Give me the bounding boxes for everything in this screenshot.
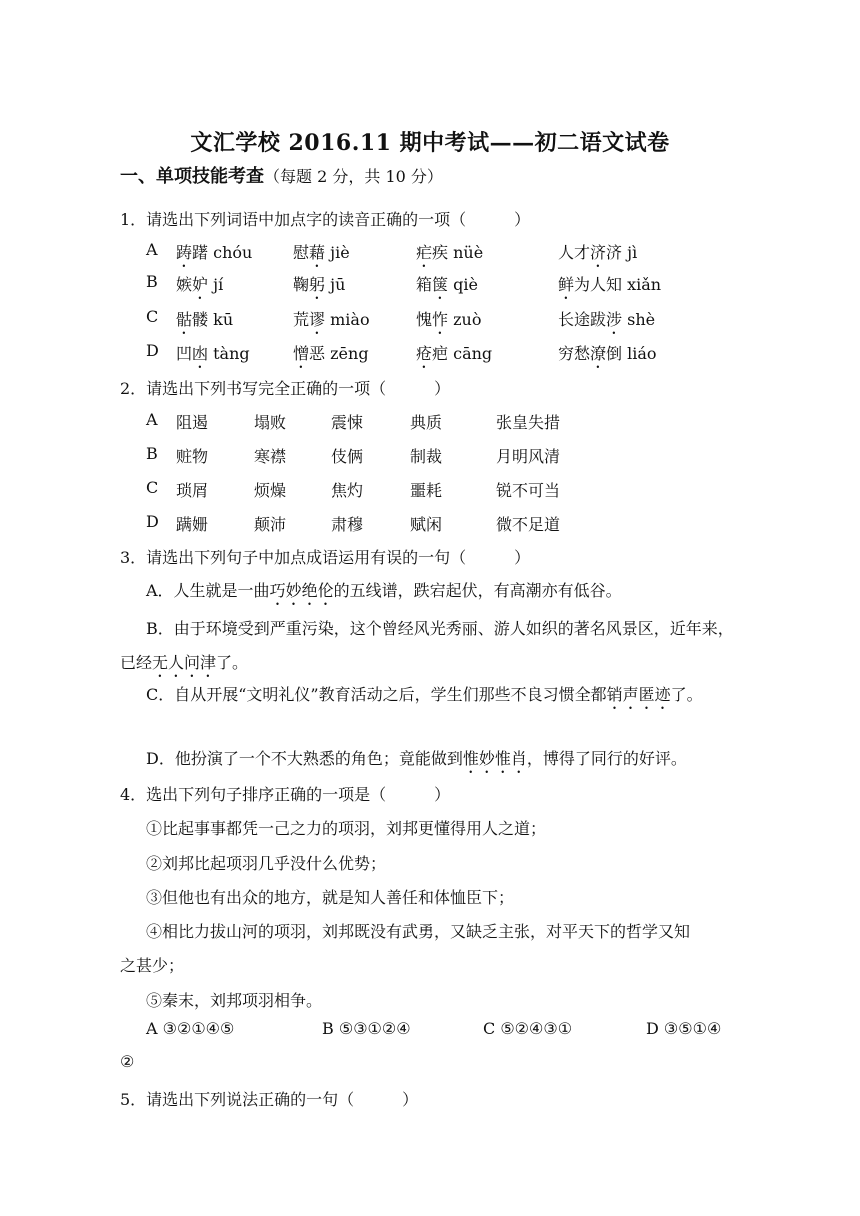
emphasized-character: 躬 — [309, 275, 326, 294]
pinyin: zuò — [453, 310, 482, 329]
question-4-option-c: C ⑤②④③① — [483, 1019, 573, 1038]
word-text: 髅 — [192, 310, 209, 329]
q2-word: 震悚 — [331, 413, 364, 432]
emphasized-character: 箧 — [432, 275, 449, 294]
word-text: 躇 — [192, 243, 209, 262]
question-1-stem: 1．请选出下列词语中加点字的读音正确的一项（ ） — [120, 210, 531, 229]
q1-word-item — [176, 341, 250, 372]
section-heading — [120, 162, 443, 188]
emphasized-character: 妒 — [192, 275, 209, 294]
q1-word-item — [558, 240, 637, 271]
q3-d-idiom: 惟妙惟肖 — [462, 749, 527, 768]
q2-option-letter: D — [146, 512, 159, 531]
question-3-option-b — [120, 612, 740, 681]
word-text: 愧 — [416, 310, 433, 329]
pinyin: zēng — [330, 344, 369, 363]
q3-c-idiom: 销声匿迹 — [606, 685, 671, 704]
word-text: 人才 — [558, 243, 591, 262]
emphasized-character: 怍 — [432, 310, 449, 329]
pinyin: jí — [213, 275, 224, 294]
q2-word: 寒襟 — [254, 447, 287, 466]
q3-d-pre: D．他扮演了一个不大熟悉的角色；竟能做到 — [146, 749, 463, 768]
q2-word: 噩耗 — [410, 481, 443, 500]
pinyin: qiè — [453, 275, 478, 294]
question-4-stem: 4．选出下列句子排序正确的一项是（ ） — [120, 785, 451, 804]
section-heading-note: （每题 2 分，共 10 分） — [264, 167, 443, 186]
q2-word: 赋闲 — [410, 515, 443, 534]
q2-word: 肃穆 — [331, 515, 364, 534]
question-4-sentence-4-cont: 之甚少； — [120, 956, 185, 975]
q2-option-letter: B — [146, 444, 158, 463]
q1-option-letter: D — [146, 341, 159, 360]
q2-word: 阻遏 — [176, 413, 209, 432]
pinyin: jū — [330, 275, 346, 294]
q2-word: 制裁 — [410, 447, 443, 466]
q2-word: 琐屑 — [176, 481, 209, 500]
q1-option-letter: C — [146, 307, 159, 326]
q2-word: 蹒姗 — [176, 515, 209, 534]
word-text: 疾 — [432, 243, 449, 262]
question-5-stem: 5．请选出下列说法正确的一句（ ） — [120, 1090, 419, 1109]
q1-option-letter: B — [146, 272, 158, 291]
question-2-stem: 2．请选出下列书写完全正确的一项（ ） — [120, 379, 451, 398]
pinyin: xiǎn — [627, 275, 662, 294]
pinyin: kū — [213, 310, 234, 329]
emphasized-character: 憎 — [293, 344, 310, 363]
word-text: 嫉 — [176, 275, 193, 294]
q1-word-item — [416, 272, 478, 303]
pinyin: liáo — [627, 344, 657, 363]
q1-word-item — [558, 272, 661, 303]
pinyin: jì — [627, 243, 638, 262]
emphasized-character: 涉 — [606, 310, 623, 329]
pinyin: shè — [627, 310, 656, 329]
word-text: 济 — [606, 243, 623, 262]
emphasized-character: 藉 — [309, 243, 326, 262]
emphasized-character: 踌 — [176, 243, 193, 262]
question-4-option-a: A ③②①④⑤ — [146, 1019, 235, 1038]
section-heading-text: 一、单项技能考查 — [120, 166, 264, 187]
word-text: 鞠 — [293, 275, 310, 294]
q2-word: 典质 — [410, 413, 443, 432]
q1-word-item — [416, 240, 483, 271]
page-title: 文汇学校 2016.11 期中考试——初二语文试卷 — [190, 130, 670, 156]
question-4-sentence-2: ②刘邦比起项羽几乎没什么优势； — [146, 854, 387, 873]
question-3-option-d — [146, 746, 687, 777]
q2-word: 焦灼 — [331, 481, 364, 500]
q1-word-item — [293, 240, 350, 271]
emphasized-character: 凼 — [192, 344, 209, 363]
q1-word-item — [293, 307, 370, 338]
q2-word: 烦燥 — [254, 481, 287, 500]
q3-a-idiom: 巧妙绝伦 — [269, 581, 334, 600]
word-text: 荒 — [293, 310, 310, 329]
q1-word-item — [558, 307, 655, 338]
q3-b-idiom: 无人问津 — [152, 653, 217, 672]
q2-word: 赃物 — [176, 447, 209, 466]
q1-word-item — [293, 341, 369, 372]
q2-option-letter: C — [146, 478, 159, 497]
question-3-option-c — [146, 678, 740, 713]
pinyin: jiè — [330, 243, 350, 262]
q2-word: 锐不可当 — [496, 481, 561, 500]
question-4-sentence-3: ③但他也有出众的地方，就是知人善任和体恤臣下； — [146, 888, 515, 907]
pinyin: miào — [330, 310, 370, 329]
q2-word: 微不足道 — [496, 515, 561, 534]
question-4-sentence-4: ④相比力拔山河的项羽，刘邦既没有武勇，又缺乏主张，对平天下的哲学又知 — [146, 922, 691, 941]
q2-word: 伎俩 — [331, 447, 364, 466]
pinyin: chóu — [213, 243, 253, 262]
question-3-option-a — [146, 578, 622, 609]
pinyin: cāng — [453, 344, 493, 363]
q1-word-item — [416, 307, 482, 338]
word-text: 箱 — [416, 275, 433, 294]
emphasized-character: 鲜 — [558, 275, 575, 294]
q1-word-item — [176, 307, 233, 338]
q3-c-post: 了。 — [670, 685, 703, 704]
emphasized-character: 疮 — [416, 344, 433, 363]
word-text: 恶 — [309, 344, 326, 363]
q3-d-post: ，博得了同行的好评。 — [526, 749, 687, 768]
word-text: 倒 — [606, 344, 623, 363]
q2-word: 张皇失措 — [496, 413, 561, 432]
emphasized-character: 潦 — [590, 344, 607, 363]
word-text: 凹 — [176, 344, 193, 363]
emphasized-character: 济 — [590, 243, 607, 262]
q1-word-item — [176, 240, 252, 271]
q3-a-post: 的五线谱，跌宕起伏，有高潮亦有低谷。 — [333, 581, 622, 600]
q1-word-item — [176, 272, 223, 303]
emphasized-character: 骷 — [176, 310, 193, 329]
word-text: 为人知 — [574, 275, 623, 294]
q2-word: 塌败 — [254, 413, 287, 432]
question-4-sentence-1: ①比起事事都凭一己之力的项羽，刘邦更懂得用人之道； — [146, 819, 547, 838]
word-text: 疤 — [432, 344, 449, 363]
q3-c-pre: C．自从开展“文明礼仪”教育活动之后，学生们那些不良习惯全都 — [146, 685, 607, 704]
question-4-sentence-5: ⑤秦末，刘邦项羽相争。 — [146, 991, 323, 1010]
q1-word-item — [293, 272, 345, 303]
q2-word: 月明风清 — [496, 447, 561, 466]
word-text: 慰 — [293, 243, 310, 262]
word-text: 长途跋 — [558, 310, 607, 329]
question-4-option-d-cont: ② — [120, 1052, 135, 1071]
q1-word-item — [558, 341, 657, 372]
emphasized-character: 谬 — [309, 310, 326, 329]
q2-option-letter: A — [146, 410, 158, 429]
question-4-option-d: D ③⑤①④ — [646, 1019, 722, 1038]
pinyin: tàng — [213, 344, 250, 363]
q3-b-post: 了。 — [216, 653, 249, 672]
pinyin: nüè — [453, 243, 484, 262]
q1-word-item — [416, 341, 492, 372]
q2-word: 颠沛 — [254, 515, 287, 534]
question-4-option-b: B ⑤③①②④ — [322, 1019, 411, 1038]
emphasized-character: 疟 — [416, 243, 433, 262]
word-text: 穷愁 — [558, 344, 591, 363]
q3-a-pre: A．人生就是一曲 — [146, 581, 270, 600]
question-3-stem: 3．请选出下列句子中加点成语运用有误的一句（ ） — [120, 548, 531, 567]
q3-b-pre: B．由于环境受到严重污染，这个曾经风光秀丽、游人如织的著名风景区，近年来，已经 — [120, 619, 734, 672]
q1-option-letter: A — [146, 240, 158, 259]
